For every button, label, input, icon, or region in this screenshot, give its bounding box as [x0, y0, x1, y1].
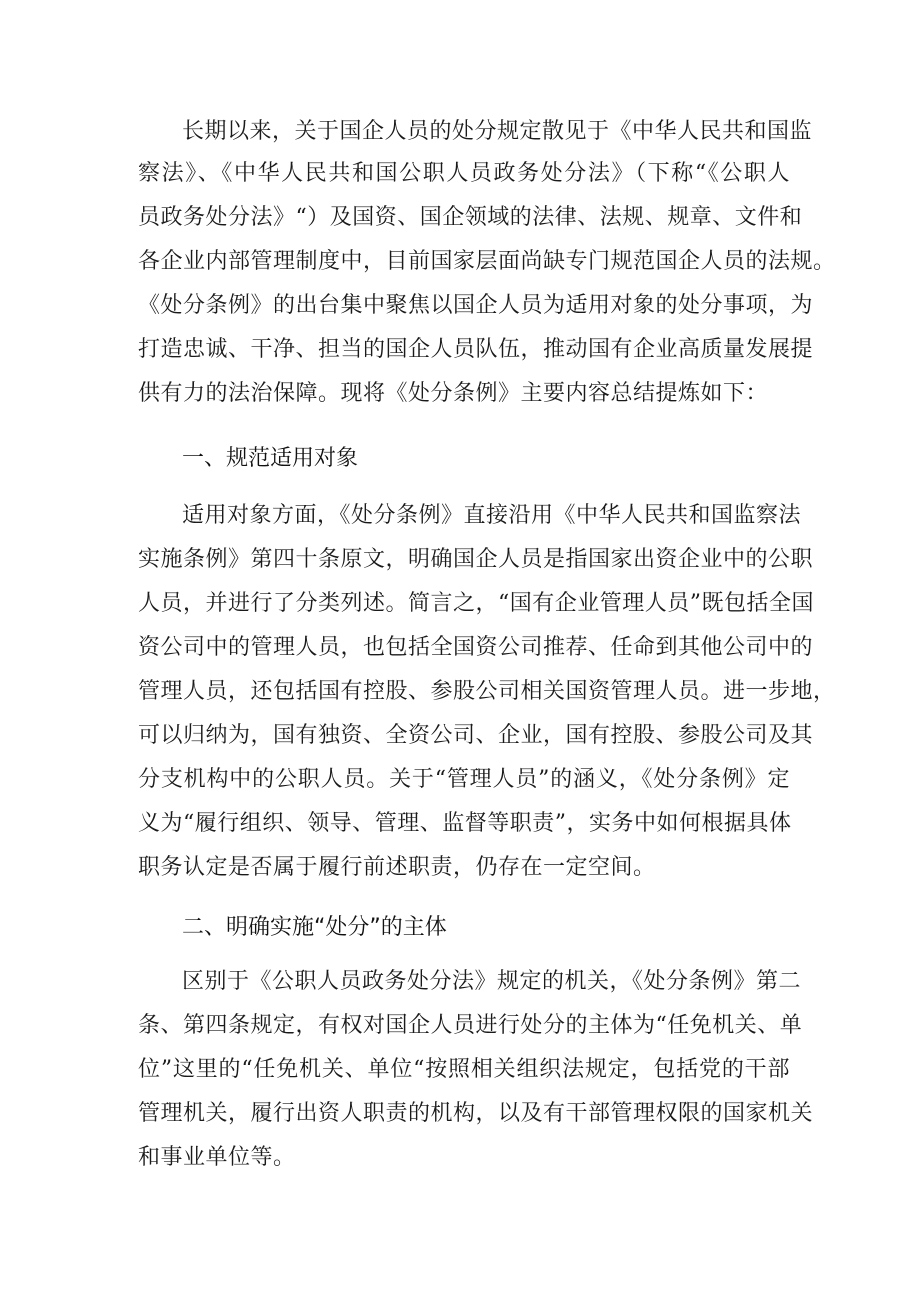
section1-line-3: 人员，并进行了分类列述。简言之，“国有企业管理人员”既包括全国 [138, 591, 814, 616]
intro-line-7: 供有力的法治保障。现将《处分条例》主要内容总结提炼如下： [138, 381, 769, 406]
section1-line-1: 适用对象方面，《处分条例》直接沿用《中华人民共和国监察法 [182, 503, 802, 528]
section1-line-2: 实施条例》第四十条原文，明确国企人员是指国家出资企业中的公职 [138, 547, 814, 572]
section2-line-1: 区别于《公职人员政务处分法》规定的机关，《处分条例》第二 [182, 969, 802, 994]
section1-line-8: 义为“履行组织、领导、管理、监督等职责”，实务中如何根据具体 [138, 811, 792, 836]
section2-line-3: 位”这里的“任免机关、单位“按照相关组织法规定，包括党的干部 [138, 1057, 790, 1082]
section1-line-6: 可以归纳为，国有独资、全资公司、企业，国有控股、参股公司及其 [138, 723, 814, 748]
section1-line-4: 资公司中的管理人员，也包括全国资公司推荐、任命到其他公司中的 [138, 635, 814, 660]
intro-line-1: 长期以来，关于国企人员的处分规定散见于《中华人民共和国监 [182, 119, 813, 144]
section2-line-4: 管理机关，履行出资人职责的机构，以及有干部管理权限的国家机关 [138, 1101, 814, 1126]
section1-line-7: 分支机构中的公职人员。关于“管理人员”的涵义，《处分条例》定 [138, 767, 790, 792]
intro-line-6: 打造忠诚、干净、担当的国企人员队伍，推动国有企业高质量发展提 [138, 337, 814, 362]
section2-line-2: 条、第四条规定，有权对国企人员进行处分的主体为“任免机关、单 [138, 1013, 803, 1038]
section1-line-9: 职务认定是否属于履行前述职责，仍存在一定空间。 [138, 855, 656, 880]
intro-line-4: 各企业内部管理制度中，目前国家层面尚缺专门规范国企人员的法规。 [138, 249, 836, 274]
section-heading-2: 二、明确实施“处分”的主体 [182, 915, 447, 940]
section2-line-5: 和事业单位等。 [138, 1145, 296, 1170]
section-heading-1: 一、规范适用对象 [182, 446, 359, 471]
intro-line-3: 员政务处分法》“）及国资、国企领域的法律、法规、规章、文件和 [138, 205, 803, 230]
intro-line-5: 《处分条例》的出台集中聚焦以国企人员为适用对象的处分事项，为 [138, 293, 814, 318]
section1-line-5: 管理人员，还包括国有控股、参股公司相关国资管理人员。进一步地， [138, 679, 836, 704]
intro-line-2: 察法》、《中华人民共和国公职人员政务处分法》（下称“《公职人 [138, 161, 790, 186]
